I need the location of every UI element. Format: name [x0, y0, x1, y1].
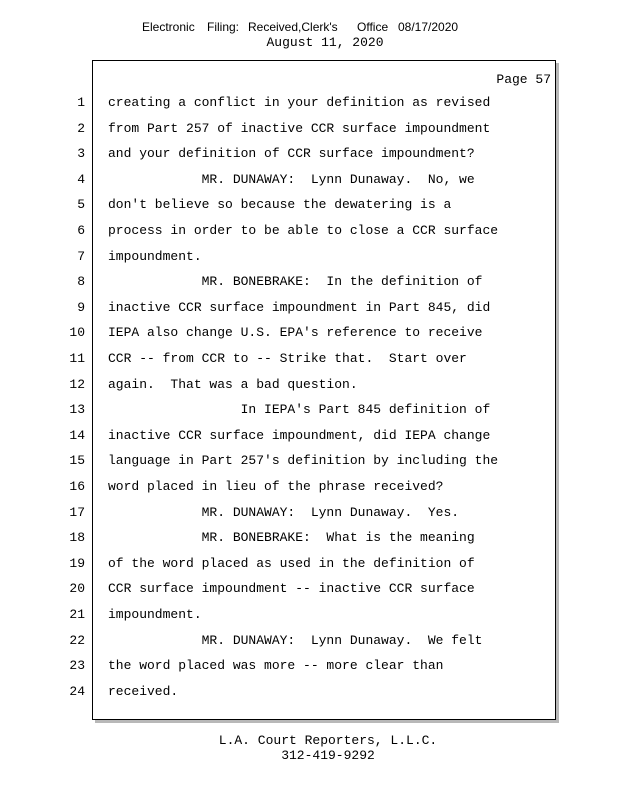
hearing-date: August 11, 2020: [266, 35, 384, 50]
line-number: 1: [77, 95, 85, 110]
line-text: inactive CCR surface impoundment in Part 845, did: [108, 300, 491, 315]
line-number: 2: [77, 121, 85, 136]
line-number: 13: [69, 402, 85, 417]
line-text: impoundment.: [108, 249, 202, 264]
line-text: MR. BONEBRAKE: What is the meaning: [108, 530, 475, 545]
line-text: word placed in lieu of the phrase received?: [108, 479, 444, 494]
stamp-received: Received,Clerk's: [248, 20, 338, 34]
line-number: 18: [69, 530, 85, 545]
reporter-company: L.A. Court Reporters, L.L.C.: [218, 733, 438, 748]
line-text: of the word placed as used in the definition of: [108, 556, 475, 571]
line-text: MR. DUNAWAY: Lynn Dunaway. Yes.: [108, 505, 460, 520]
line-number: 9: [77, 300, 85, 315]
line-number: 14: [69, 428, 85, 443]
line-number: 12: [69, 377, 85, 392]
line-number: 10: [69, 325, 85, 340]
line-number: 20: [69, 581, 85, 596]
line-number: 21: [69, 607, 85, 622]
line-number: 17: [69, 505, 85, 520]
reporter-phone: 312-419-9292: [281, 748, 375, 763]
line-number: 23: [69, 658, 85, 673]
footer: [0, 733, 618, 763]
line-number: 7: [77, 249, 85, 264]
line-text: IEPA also change U.S. EPA's reference to receive: [108, 325, 483, 340]
stamp-office: Office: [357, 20, 389, 34]
line-text: process in order to be able to close a CCR surface: [108, 223, 499, 238]
line-text: In IEPA's Part 845 definition of: [108, 402, 491, 417]
line-text: inactive CCR surface impoundment, did IEPA change: [108, 428, 491, 443]
stamp-filing: Filing:: [207, 20, 240, 34]
line-number: 16: [69, 479, 85, 494]
line-text: language in Part 257's definition by including the: [108, 453, 499, 468]
line-number: 6: [77, 223, 85, 238]
line-text: from Part 257 of inactive CCR surface impoundment: [108, 121, 491, 136]
line-text: CCR surface impoundment -- inactive CCR surface: [108, 581, 475, 596]
line-number: 4: [77, 172, 85, 187]
line-number: 3: [77, 146, 85, 161]
filing-stamp: [0, 20, 618, 36]
line-text: impoundment.: [108, 607, 202, 622]
line-number: 22: [69, 633, 85, 648]
line-number: 11: [69, 351, 85, 366]
line-text: received.: [108, 684, 179, 699]
stamp-electronic: Electronic: [142, 20, 195, 34]
line-number: 24: [69, 684, 85, 699]
line-text: don't believe so because the dewatering is a: [108, 197, 452, 212]
line-number: 5: [77, 197, 85, 212]
line-number: 19: [69, 556, 85, 571]
line-text: CCR -- from CCR to -- Strike that. Start over: [108, 351, 467, 366]
line-text: MR. BONEBRAKE: In the definition of: [108, 274, 483, 289]
stamp-date: 08/17/2020: [398, 20, 459, 34]
line-text: MR. DUNAWAY: Lynn Dunaway. We felt: [108, 633, 483, 648]
line-text: and your definition of CCR surface impoundment?: [108, 146, 475, 161]
page-number: Page 57: [496, 72, 551, 87]
line-text: the word placed was more -- more clear than: [108, 658, 444, 673]
line-text: MR. DUNAWAY: Lynn Dunaway. No, we: [108, 172, 475, 187]
line-number: 8: [77, 274, 85, 289]
line-text: creating a conflict in your definition as revised: [108, 95, 491, 110]
line-number: 15: [69, 453, 85, 468]
line-text: again. That was a bad question.: [108, 377, 358, 392]
